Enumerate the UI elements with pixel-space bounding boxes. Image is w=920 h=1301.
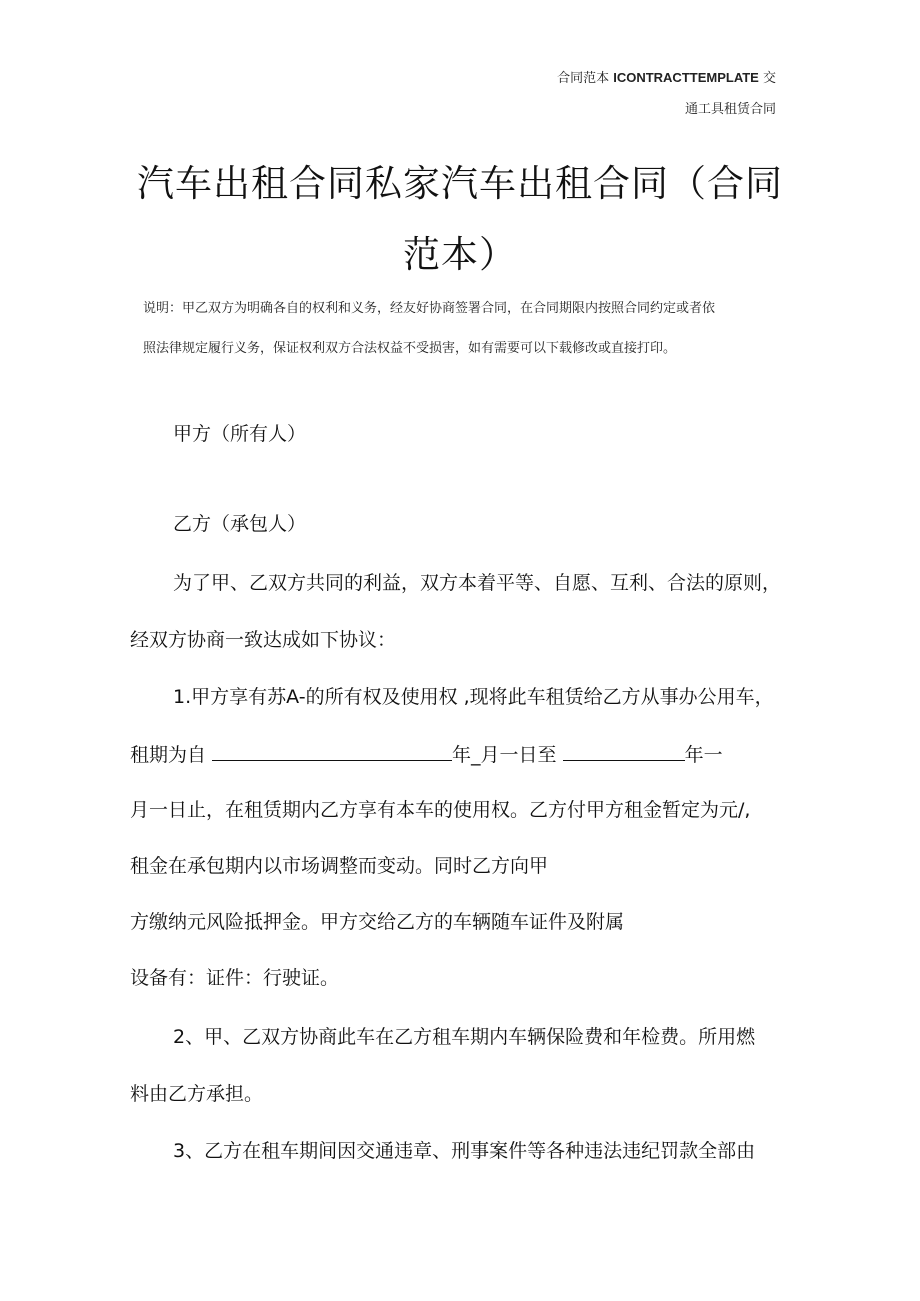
- clause-1-line-1: 1.甲方享有苏A-的所有权及使用权 ,现将此车租赁给乙方从事办公用车，: [173, 686, 774, 708]
- clause-3-line-1: 3、乙方在租车期间因交通违章、刑事案件等各种违法违纪罚款全部由: [173, 1140, 756, 1162]
- party-b-label: 乙方（承包人）: [173, 513, 307, 535]
- start-date-blank[interactable]: [212, 741, 452, 761]
- header-cn-label: 合同范本: [557, 71, 614, 86]
- document-title-line-1: 汽车出租合同私家汽车出租合同（合同: [137, 162, 783, 205]
- clause-1-line-4: 租金在承包期内以市场调整而变动。同时乙方向甲: [130, 855, 549, 877]
- intro-paragraph-line-2: 经双方协商一致达成如下协议：: [130, 629, 397, 651]
- lease-term-from-label: 租期为自: [130, 744, 213, 766]
- lease-term-end-label: 年一: [684, 744, 723, 766]
- clause-1-line-3: 月一日止，在租赁期内乙方享有本车的使用权。乙方付甲方租金暂定为元/,: [130, 799, 751, 821]
- party-a-label: 甲方（所有人）: [173, 423, 307, 445]
- clause-1-line-2: [130, 741, 723, 768]
- header-tail-label: 交: [758, 71, 776, 86]
- header-line-1: [557, 62, 776, 94]
- page-header: [557, 62, 776, 125]
- clause-1-line-6: 设备有：证件：行驶证。: [130, 967, 340, 989]
- clause-2-line-1: 2、甲、乙双方协商此车在乙方租车期内车辆保险费和年检费。所用燃: [173, 1026, 756, 1048]
- header-line-2: 通工具租赁合同: [684, 102, 776, 117]
- end-date-blank[interactable]: [563, 741, 685, 761]
- intro-paragraph-line-1: 为了甲、乙双方共同的利益，双方本着平等、自愿、互利、合法的原则，: [173, 572, 782, 594]
- clause-1-line-5: 方缴纳元风险抵押金。甲方交给乙方的车辆随车证件及附属: [130, 911, 625, 933]
- document-title-line-2: 范本）: [403, 233, 517, 276]
- header-latin-label: ICONTRACTTEMPLATE: [613, 70, 759, 85]
- description-note-line-1: 说明：甲乙双方为明确各自的权利和义务，经友好协商签署合同，在合同期限内按照合同约定或者依: [143, 301, 716, 316]
- description-note-line-2: 照法律规定履行义务，保证权利双方合法权益不受损害，如有需要可以下载修改或直接打印。: [143, 341, 677, 356]
- clause-2-line-2: 料由乙方承担。: [130, 1083, 264, 1105]
- lease-term-mid-label: 年_月一日至: [452, 744, 563, 766]
